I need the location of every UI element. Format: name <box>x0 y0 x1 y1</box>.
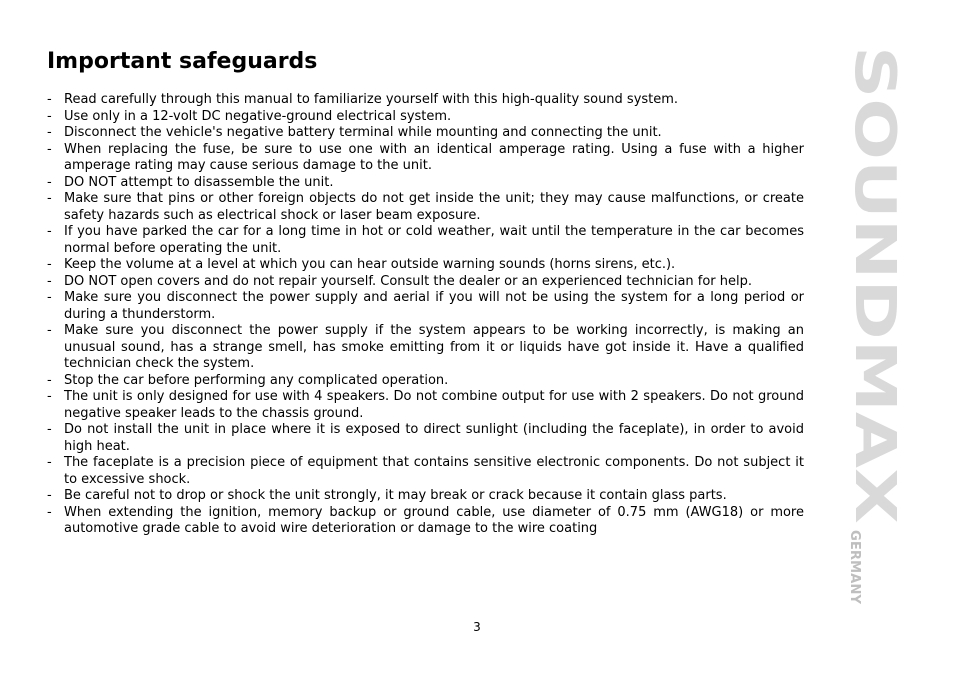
safeguard-item <box>47 290 804 323</box>
brand-name: SOUNDMAX <box>842 46 907 416</box>
safeguard-item <box>47 257 804 274</box>
safeguard-text: The faceplate is a precision piece of equipment that contains sensitive electronic components. Do not subject it to excessive shock. <box>64 455 804 487</box>
bullet-dash: - <box>47 389 52 404</box>
safeguard-item <box>47 142 804 175</box>
bullet-dash: - <box>47 273 52 289</box>
safeguard-item <box>47 92 804 109</box>
safeguard-item <box>47 373 804 390</box>
soundmax-germany-logo <box>844 46 908 606</box>
safeguard-item <box>47 422 804 455</box>
safeguard-item <box>47 109 804 126</box>
safeguard-text: Use only in a 12-volt DC negative-ground electrical system. <box>64 108 452 124</box>
safeguard-text: When replacing the fuse, be sure to use one with an identical amperage rating. Using a fuse with a higher amperage rating may cause serious damage to the unit. <box>64 141 804 173</box>
bullet-dash: - <box>47 125 52 140</box>
bullet-dash: - <box>47 504 52 520</box>
safeguard-text: Make sure you disconnect the power supply if the system appears to be working incorrectly, is making an unusual sound, has a strange smell, has smoke emitting from it or liquids have got inside it. Have a qualified technician check the system. <box>64 323 804 371</box>
safeguard-item <box>47 224 804 257</box>
safeguard-item <box>47 274 804 291</box>
safeguard-text: Be careful not to drop or shock the unit strongly, it may break or crack because it contain glass parts. <box>64 488 727 503</box>
bullet-dash: - <box>47 92 52 107</box>
safeguard-item <box>47 175 804 192</box>
bullet-dash: - <box>47 323 52 338</box>
safeguard-item <box>47 455 804 488</box>
page-title: Important safeguards <box>47 49 318 74</box>
safeguard-item <box>47 125 804 142</box>
safeguard-text: DO NOT open covers and do not repair yourself. Consult the dealer or an experienced technician for help. <box>64 273 753 289</box>
safeguard-text: Make sure that pins or other foreign objects do not get inside the unit; they may cause malfunctions, or create safety hazards such as electrical shock or laser beam exposure. <box>64 191 804 223</box>
safeguard-item <box>47 389 804 422</box>
bullet-dash: - <box>47 108 52 124</box>
safeguard-text: Make sure you disconnect the power supply and aerial if you will not be using the system for a long period or during a thunderstorm. <box>64 290 804 322</box>
safeguard-text: Disconnect the vehicle's negative battery terminal while mounting and connecting the unit. <box>64 125 662 140</box>
safeguard-text: Read carefully through this manual to familiarize yourself with this high-quality sound system. <box>64 92 679 107</box>
bullet-dash: - <box>47 174 52 190</box>
safeguard-text: DO NOT attempt to disassemble the unit. <box>64 174 334 190</box>
bullet-dash: - <box>47 488 52 503</box>
safeguard-text: Do not install the unit in place where it is exposed to direct sunlight (including the faceplate), in order to avoid high heat. <box>64 422 804 454</box>
safeguard-text: When extending the ignition, memory backup or ground cable, use diameter of 0.75 mm (AWG18) or more automotive grade cable to avoid wire deterioration or damage to the wire coating <box>64 504 804 536</box>
bullet-dash: - <box>47 422 52 437</box>
safeguard-item <box>47 488 804 505</box>
bullet-dash: - <box>47 224 52 239</box>
safeguard-text: The unit is only designed for use with 4 speakers. Do not combine output for use with 2 speakers. Do not ground negative speaker leads to the chassis ground. <box>64 389 804 421</box>
bullet-dash: - <box>47 257 52 272</box>
safeguard-text: Stop the car before performing any complicated operation. <box>64 372 449 388</box>
brand-subtitle: GERMANY <box>847 530 862 603</box>
safeguard-text: Keep the volume at a level at which you can hear outside warning sounds (horns sirens, etc.). <box>64 257 676 272</box>
safeguard-item <box>47 323 804 373</box>
bullet-dash: - <box>47 372 52 388</box>
bullet-dash: - <box>47 455 52 470</box>
safeguards-list <box>47 92 804 538</box>
safeguard-text: If you have parked the car for a long time in hot or cold weather, wait until the temperature in the car becomes normal before operating the unit. <box>64 224 804 256</box>
bullet-dash: - <box>47 191 52 206</box>
page-number: 3 <box>473 620 481 634</box>
bullet-dash: - <box>47 290 52 305</box>
safeguard-item <box>47 505 804 538</box>
safeguard-item <box>47 191 804 224</box>
bullet-dash: - <box>47 141 52 157</box>
